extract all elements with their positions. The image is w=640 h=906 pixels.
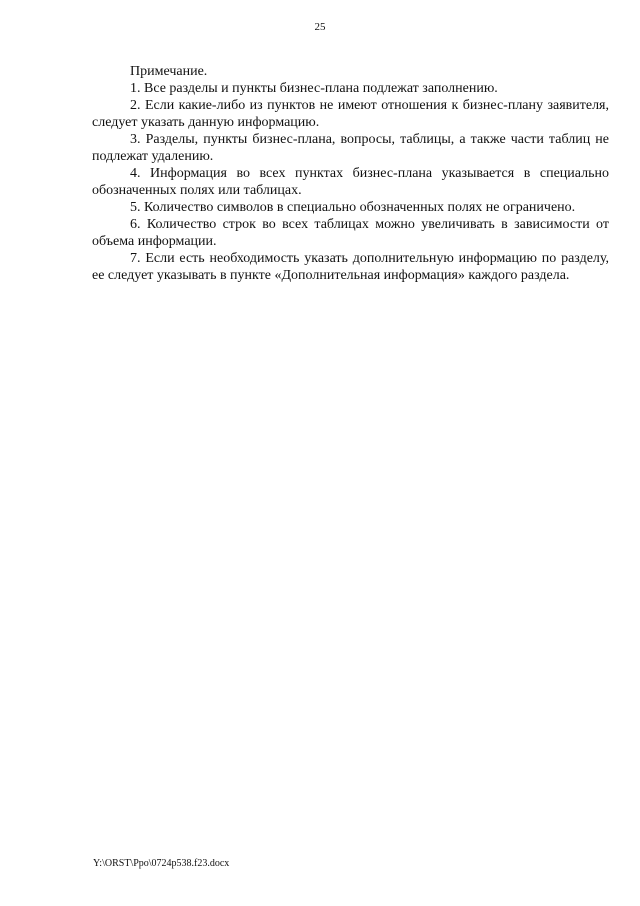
footer-file-path: Y:\ORST\Ppo\0724p538.f23.docx — [93, 858, 230, 869]
note-heading: Примечание. — [130, 64, 208, 79]
page-number: 25 — [314, 21, 326, 33]
note-item-1: 1. Все разделы и пункты бизнес-плана подлежат заполнению. — [130, 81, 498, 96]
note-item-7: 7. Если есть необходимость указать дополнительную информацию по разделу, ее следует указывать в пункте «Дополнительная информация» каждого раздела. — [92, 251, 609, 283]
note-item-2: 2. Если какие-либо из пунктов не имеют отношения к бизнес-плану заявителя, следует указать данную информацию. — [92, 98, 609, 130]
note-item-4: 4. Информация во всех пунктах бизнес-плана указывается в специально обозначенных полях или таблицах. — [92, 166, 609, 198]
note-item-5: 5. Количество символов в специально обозначенных полях не ограничено. — [130, 200, 576, 215]
note-item-6: 6. Количество строк во всех таблицах можно увеличивать в зависимости от объема информации. — [92, 217, 609, 249]
note-section — [92, 63, 609, 284]
note-item-3: 3. Разделы, пункты бизнес-плана, вопросы, таблицы, а также части таблиц не подлежат удалению. — [92, 132, 609, 164]
